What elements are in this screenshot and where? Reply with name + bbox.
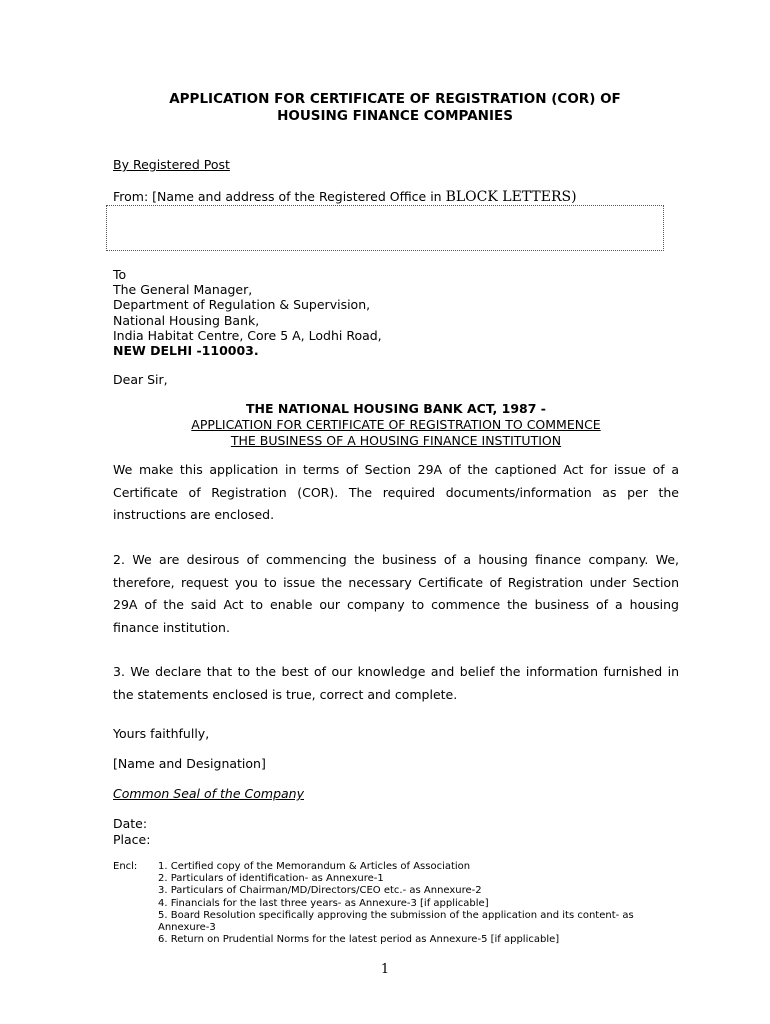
by-registered-post: By Registered Post xyxy=(113,157,230,172)
subject-block xyxy=(113,401,679,449)
address-line-4: India Habitat Centre, Core 5 A, Lodhi Road, xyxy=(113,327,382,343)
address-line-2: Department of Regulation & Supervision, xyxy=(113,297,371,313)
closing: Yours faithfully, xyxy=(113,726,210,741)
from-line xyxy=(113,189,577,205)
enclosure-item: 2. Particulars of identification- as Annexure-1 xyxy=(158,873,384,885)
subject-line-2: THE BUSINESS OF A HOUSING FINANCE INSTITUTION xyxy=(230,433,562,448)
from-address-box[interactable] xyxy=(106,205,664,251)
subject-line-1-text: APPLICATION FOR CERTIFICATE OF REGISTRATION TO COMMENCE xyxy=(191,417,601,432)
from-label: From: [Name and address of the Registered Office in xyxy=(113,189,446,204)
name-designation: [Name and Designation] xyxy=(113,756,266,771)
title-line-1: APPLICATION FOR CERTIFICATE OF REGISTRATION (COR) OF xyxy=(169,91,621,107)
document-title xyxy=(0,91,770,125)
address-line-5: NEW DELHI -110003. xyxy=(113,343,259,359)
enclosure-item: 6. Return on Prudential Norms for the latest period as Annexure-5 [if applicable] xyxy=(158,934,560,946)
enclosures-list xyxy=(158,861,648,946)
subject-act: THE NATIONAL HOUSING BANK ACT, 1987 - xyxy=(246,401,546,416)
date-label: Date: xyxy=(113,816,148,831)
salutation: Dear Sir, xyxy=(113,372,168,387)
address-line-3: National Housing Bank, xyxy=(113,312,260,328)
from-block-letters: BLOCK LETTERS) xyxy=(445,189,577,205)
enclosures-label: Encl: xyxy=(113,861,138,872)
enclosure-item: 4. Financials for the last three years- as Annexure-3 [if applicable] xyxy=(158,897,489,909)
address-to: To xyxy=(113,267,127,282)
title-line-2: HOUSING FINANCE COMPANIES xyxy=(277,108,513,124)
page-number: 1 xyxy=(380,962,390,977)
subject-line-1 xyxy=(113,417,679,433)
recipient-address xyxy=(113,267,382,358)
enclosures xyxy=(113,861,648,946)
enclosure-item: 5. Board Resolution specifically approving the submission of the application and its content- as Annexure-3 xyxy=(158,909,634,934)
address-line-1: The General Manager, xyxy=(113,282,253,298)
enclosure-item: 1. Certified copy of the Memorandum & Articles of Association xyxy=(158,861,471,872)
common-seal: Common Seal of the Company xyxy=(113,786,304,801)
paragraph-2: 2. We are desirous of commencing the business of a housing finance company. We, therefore, request you to issue the necessary Certificate of Registration under Section 29A of the said Act to enable our company to commence the business of a housing finance institution. xyxy=(113,552,679,635)
enclosure-item: 3. Particulars of Chairman/MD/Directors/CEO etc.- as Annexure-2 xyxy=(158,885,482,897)
place-label: Place: xyxy=(113,832,151,847)
paragraph-1: We make this application in terms of Section 29A of the captioned Act for issue of a Certificate of Registration (COR). The required documents/information as per the instructions are enclosed. xyxy=(113,462,679,522)
paragraph-3: 3. We declare that to the best of our knowledge and belief the information furnished in the statements enclosed is true, correct and complete. xyxy=(113,664,679,702)
